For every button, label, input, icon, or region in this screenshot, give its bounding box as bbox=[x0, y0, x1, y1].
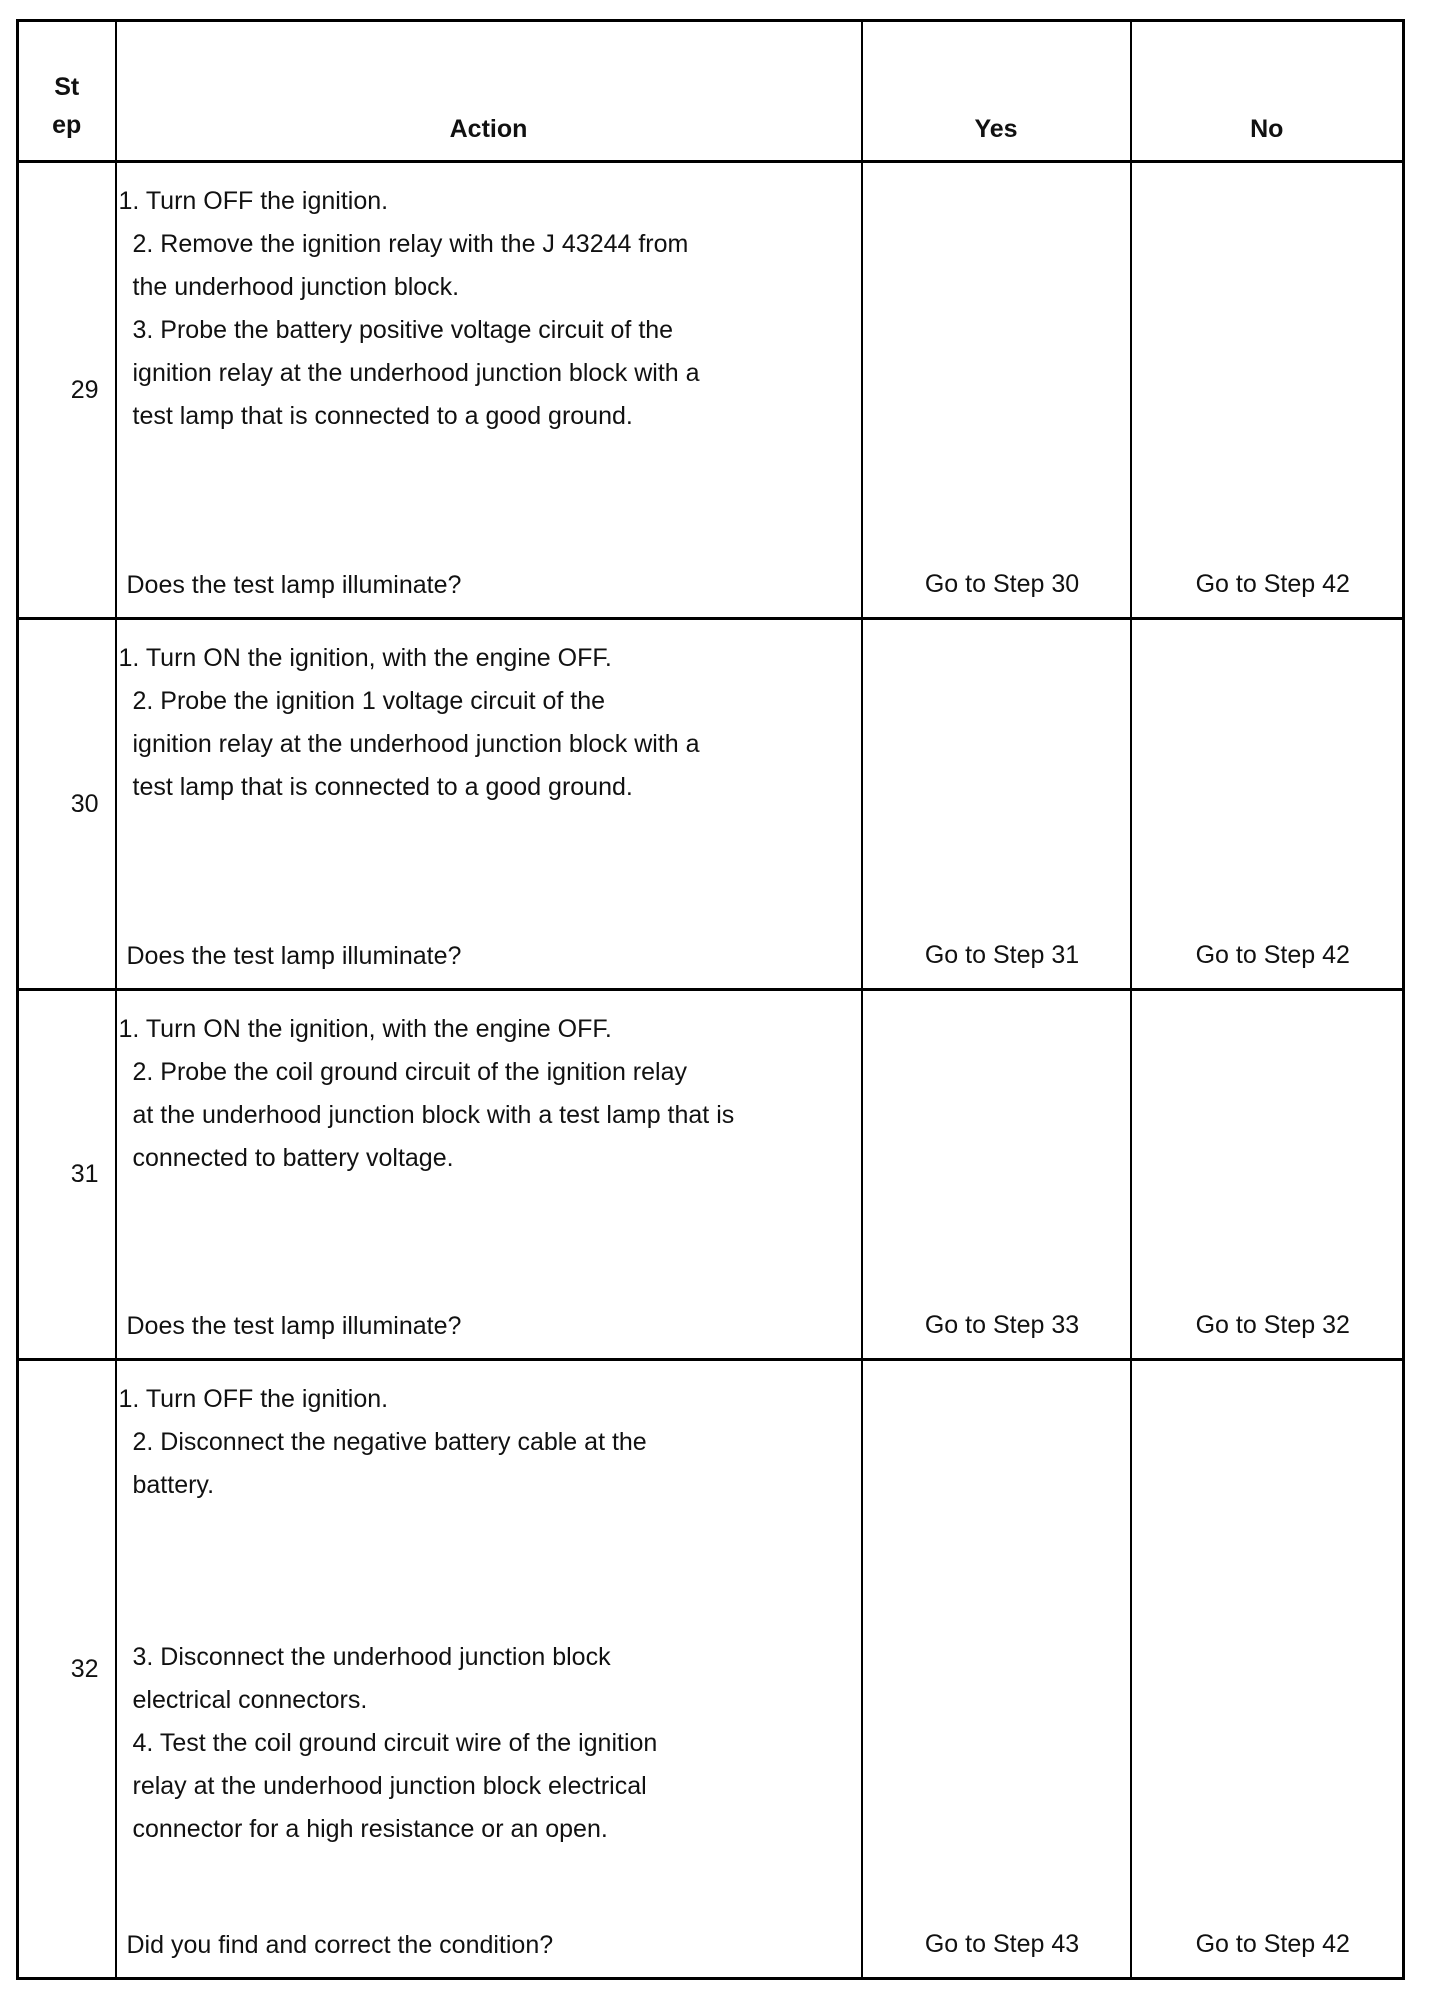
action-line: test lamp that is connected to a good ground. bbox=[132, 402, 633, 430]
action-line: battery. bbox=[132, 1471, 215, 1499]
action-line: electrical connectors. bbox=[132, 1686, 368, 1714]
header-yes: Yes bbox=[862, 21, 1131, 162]
header-step-line2: ep bbox=[52, 111, 82, 139]
yes-outcome: Go to Step 43 bbox=[862, 1360, 1131, 1979]
action-line: the underhood junction block. bbox=[132, 273, 460, 301]
header-action: Action bbox=[116, 21, 862, 162]
header-step bbox=[18, 21, 116, 162]
action-line: 4. Test the coil ground circuit wire of the ignition bbox=[132, 1729, 658, 1757]
action-line: connected to battery voltage. bbox=[132, 1144, 454, 1172]
action-steps bbox=[117, 620, 861, 809]
action-line: at the underhood junction block with a test lamp that is bbox=[132, 1101, 735, 1129]
header-step-line1: St bbox=[54, 73, 80, 101]
action-line: 3. Probe the battery positive voltage circuit of the bbox=[132, 316, 674, 344]
action-steps bbox=[117, 163, 861, 438]
action-question: Does the test lamp illuminate? bbox=[126, 571, 462, 599]
action-line: 3. Disconnect the underhood junction block bbox=[132, 1643, 611, 1671]
step-number: 32 bbox=[18, 1360, 116, 1979]
table-row-step-32 bbox=[18, 1360, 1404, 1979]
action-line: 2. Disconnect the negative battery cable at the bbox=[132, 1428, 647, 1456]
header-no: No bbox=[1131, 21, 1404, 162]
action-line: 2. Probe the coil ground circuit of the ignition relay bbox=[132, 1058, 687, 1086]
no-outcome: Go to Step 32 bbox=[1131, 990, 1404, 1360]
step-number: 31 bbox=[18, 990, 116, 1360]
header-row bbox=[18, 21, 1404, 162]
step-number: 30 bbox=[18, 619, 116, 990]
action-cell bbox=[116, 990, 862, 1360]
table-row-step-29 bbox=[18, 162, 1404, 619]
action-line: 1. Turn OFF the ignition. bbox=[118, 187, 389, 215]
action-line: 1. Turn ON the ignition, with the engine OFF. bbox=[118, 1015, 612, 1043]
action-question: Does the test lamp illuminate? bbox=[126, 942, 462, 970]
yes-outcome: Go to Step 30 bbox=[862, 162, 1131, 619]
action-cell bbox=[116, 1360, 862, 1979]
action-line: 2. Probe the ignition 1 voltage circuit of the bbox=[132, 687, 606, 715]
action-line: test lamp that is connected to a good ground. bbox=[132, 773, 633, 801]
action-question: Does the test lamp illuminate? bbox=[126, 1312, 462, 1340]
no-outcome: Go to Step 42 bbox=[1131, 1360, 1404, 1979]
yes-outcome: Go to Step 31 bbox=[862, 619, 1131, 990]
no-outcome: Go to Step 42 bbox=[1131, 162, 1404, 619]
action-question: Did you find and correct the condition? bbox=[126, 1931, 554, 1959]
step-number: 29 bbox=[18, 162, 116, 619]
diagnostic-table bbox=[16, 19, 1405, 1980]
action-line: ignition relay at the underhood junction block with a bbox=[132, 730, 700, 758]
action-line: relay at the underhood junction block electrical bbox=[132, 1772, 647, 1800]
action-cell bbox=[116, 619, 862, 990]
action-line: 1. Turn ON the ignition, with the engine OFF. bbox=[118, 644, 612, 672]
action-line: ignition relay at the underhood junction block with a bbox=[132, 359, 700, 387]
action-line: connector for a high resistance or an open. bbox=[132, 1815, 608, 1843]
table-row-step-30 bbox=[18, 619, 1404, 990]
action-cell bbox=[116, 162, 862, 619]
yes-outcome: Go to Step 33 bbox=[862, 990, 1131, 1360]
action-line: 1. Turn OFF the ignition. bbox=[118, 1385, 389, 1413]
action-line: 2. Remove the ignition relay with the J 43244 from bbox=[132, 230, 689, 258]
spacer bbox=[117, 1507, 861, 1636]
table-row-step-31 bbox=[18, 990, 1404, 1360]
action-steps bbox=[117, 991, 861, 1180]
action-steps bbox=[117, 1361, 861, 1851]
no-outcome: Go to Step 42 bbox=[1131, 619, 1404, 990]
